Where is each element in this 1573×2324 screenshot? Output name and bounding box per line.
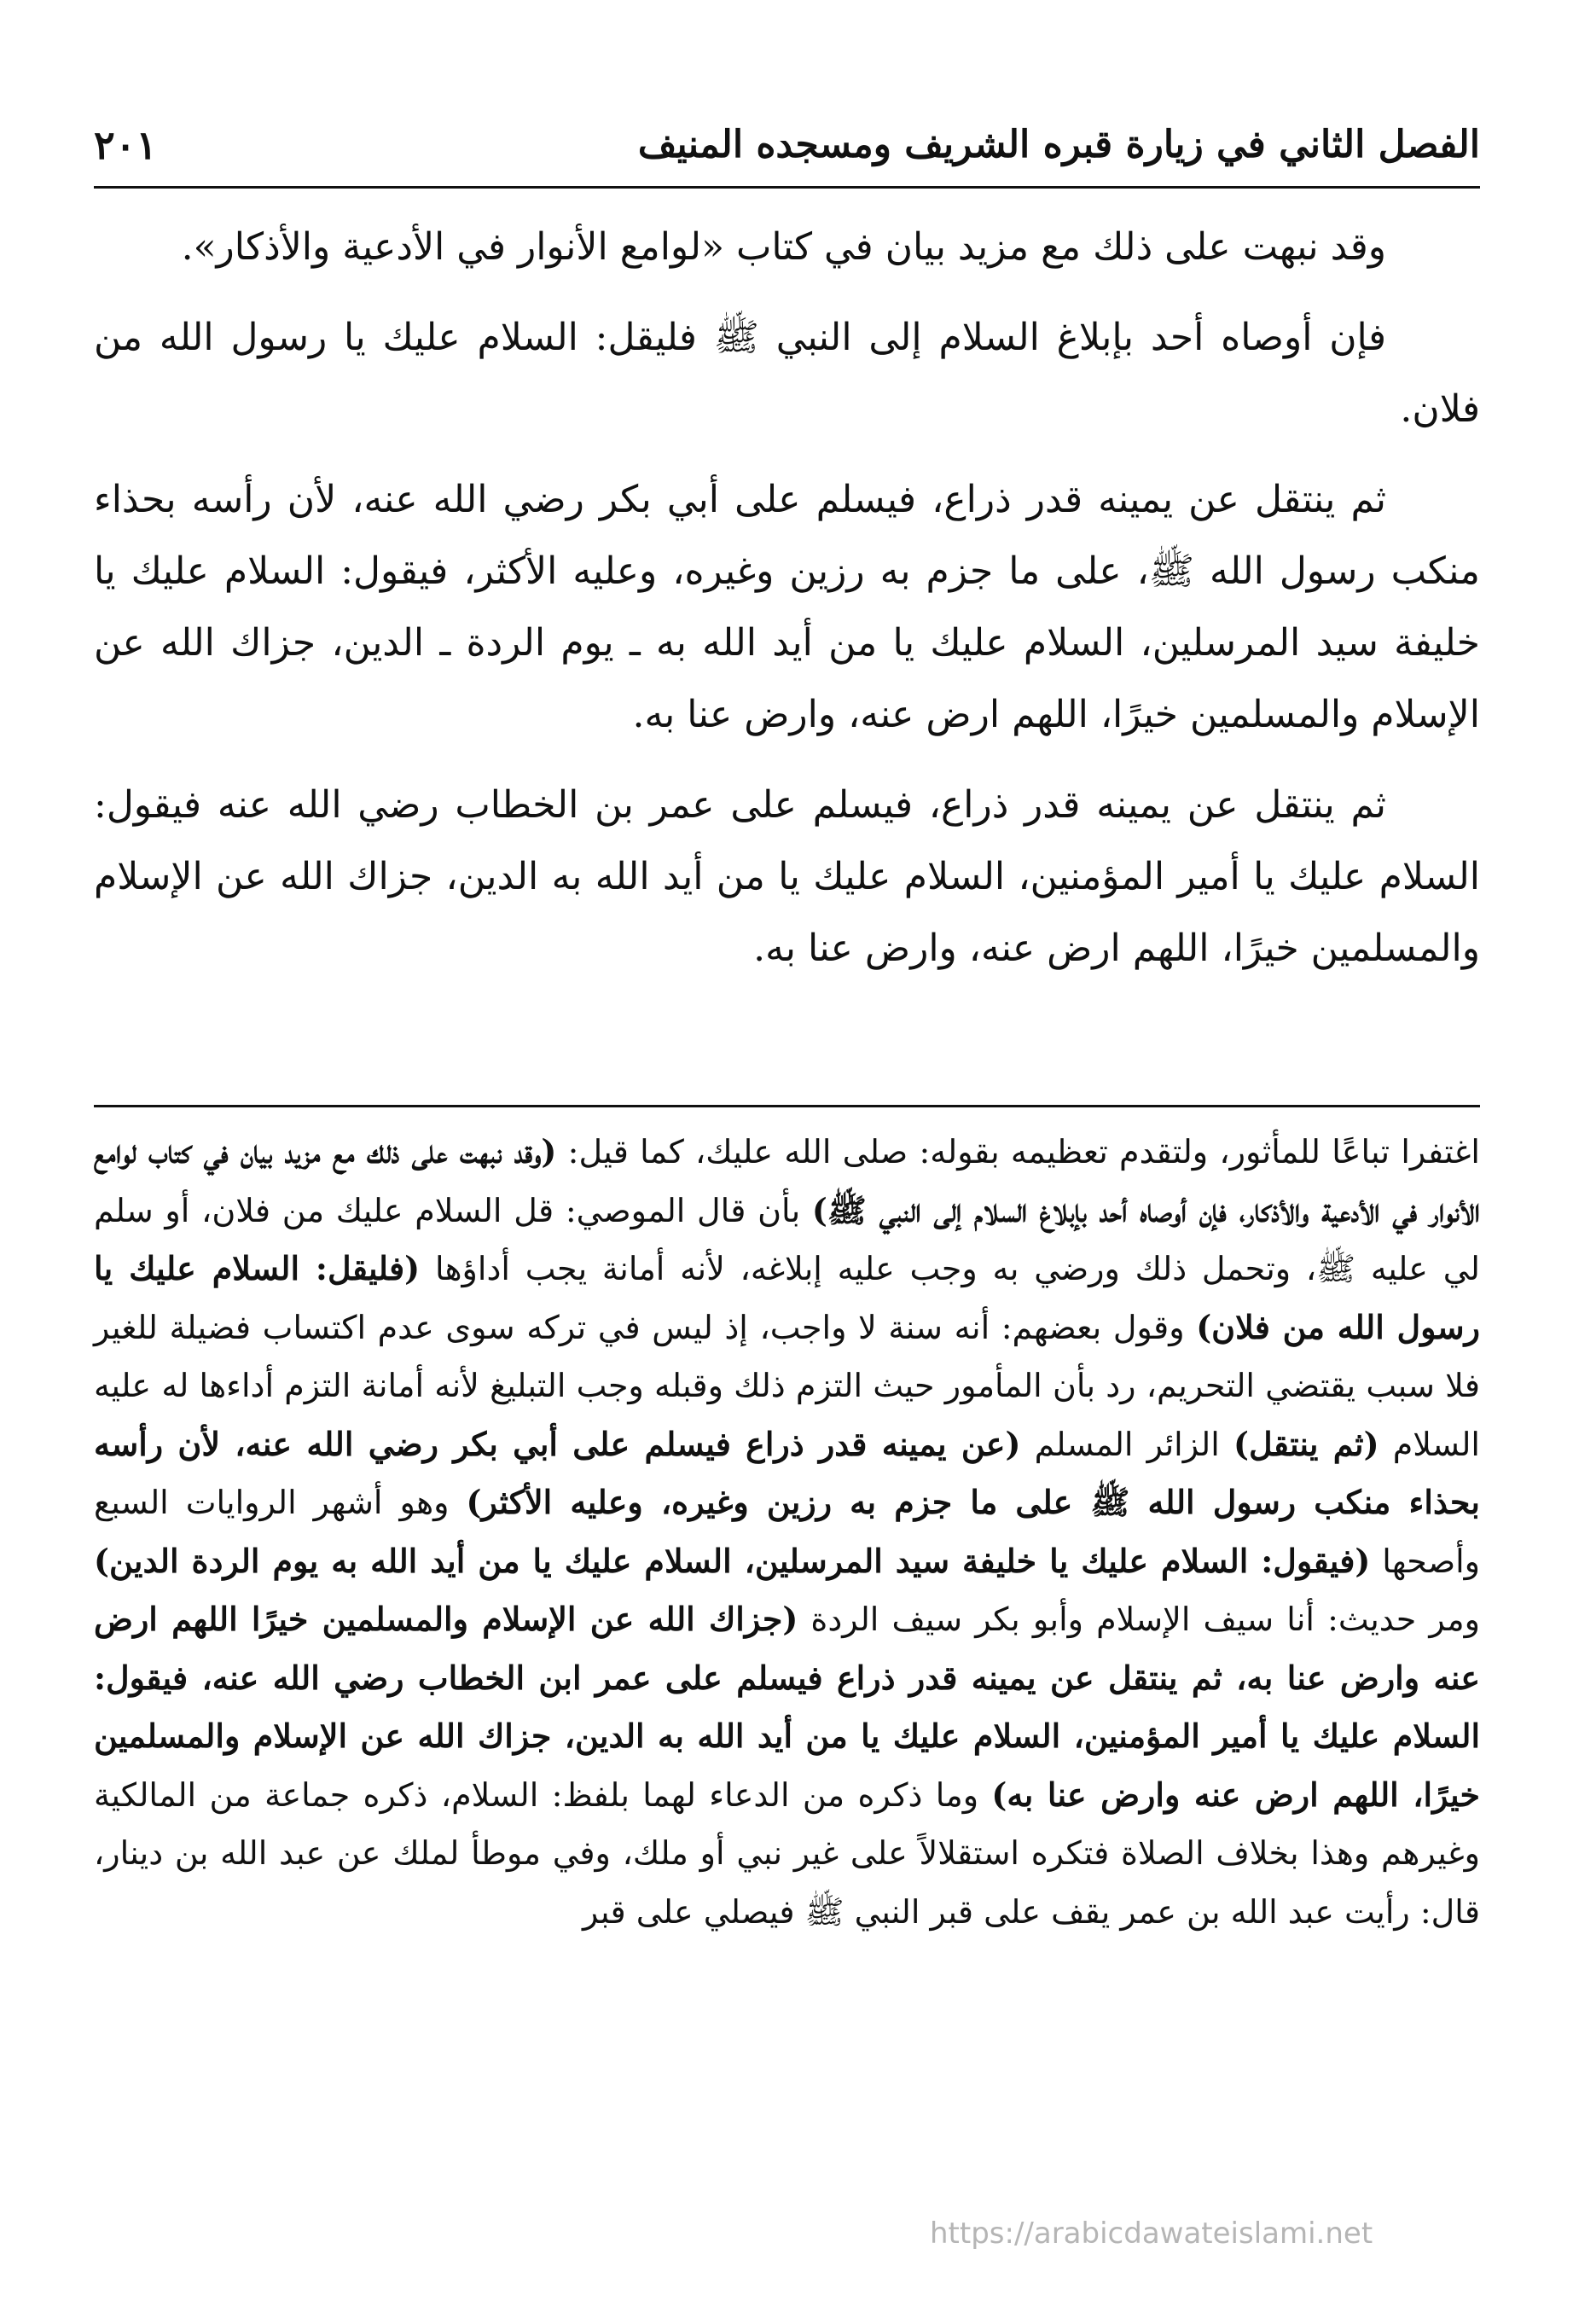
commentary-segment: الزائر المسلم (1020, 1425, 1233, 1463)
commentary-divider (94, 1105, 1480, 1107)
main-paragraph: وقد نبهت على ذلك مع مزيد بيان في كتاب «لوامع الأنوار في الأدعية والأذكار». (181, 225, 1386, 269)
commentary-quote: (عن يمينه قدر ذراع فيسلم على أبي بكر رضي الله عنه، لأن رأسه بحذاء منكب رسول الله ﷺ على ما جزم به رزين وغيره، وعليه الأكثر) (94, 1424, 1480, 1521)
watermark-url: https://arabicdawateislami.net (930, 2217, 1373, 2251)
chapter-title: الفصل الثاني في زيارة قبره الشريف ومسجده المنيف (637, 123, 1480, 166)
commentary-segment: وما ذكره من الدعاء لهما بلفظ: السلام، ذكره جماعة من المالكية وغيرهم وهذا بخلاف الصلاة فتكره استقلالاً على غير نبي أو ملك، وفي موطأ لملك عن عبد الله بن دينار، قال: رأيت عبد الله بن عمر يقف على قبر النبي ﷺ فيصلي على قبر (94, 1775, 1480, 1931)
commentary-quote: (ثم ينتقل) (1233, 1424, 1379, 1463)
commentary-segment: اغتفرا تباعًا للمأثور، ولتقدم تعظيمه بقوله: صلى الله عليك، كما قيل: (556, 1133, 1480, 1171)
main-text (94, 212, 1480, 1003)
header-divider (94, 186, 1480, 189)
main-paragraph: ثم ينتقل عن يمينه قدر ذراع، فيسلم على عمر بن الخطاب رضي الله عنه فيقول: السلام عليك يا أمير المؤمنين، السلام عليك يا من أيد الله به الدين، جزاك الله عن الإسلام والمسلمين خيرًا، اللهم ارض عنه، وارض عنا به. (94, 783, 1480, 970)
main-paragraph: فإن أوصاه أحد بإبلاغ السلام إلى النبي ﷺ فليقل: السلام عليك يا رسول الله من فلان. (94, 316, 1480, 431)
commentary-text (94, 1123, 1480, 1941)
commentary-segment: وقول بعضهم: أنه سنة لا واجب، إذ ليس في تركه سوى عدم اكتساب فضيلة للغير فلا سبب يقتضي التحريم، رد بأن المأمور حيث التزم ذلك وقبله وجب التبليغ لأنه أمانة التزم أداءها له عليه السلام (94, 1308, 1480, 1463)
commentary-segment: بأن قال الموصي: قل السلام عليك من فلان، أو سلم لي عليه ﷺ، وتحمل ذلك ورضي به وجب عليه إبلاغه، لأنه أمانة يجب أداؤها (94, 1191, 1480, 1287)
commentary-quote: (جزاك الله عن الإسلام والمسلمين خيرًا اللهم ارض عنه وارض عنا به، ثم ينتقل عن يمينه قدر ذراع فيسلم على عمر ابن الخطاب رضي الله عنه، فيقول: السلام عليك يا أمير المؤمنين، السلام عليك يا من أيد الله به الدين، جزاك الله عن الإسلام والمسلمين خيرًا، اللهم ارض عنه وارض عنا به) (94, 1600, 1480, 1814)
commentary-quote: (فيقول: السلام عليك يا خليفة سيد المرسلين، السلام عليك يا من أيد الله به يوم الردة الدين) (94, 1541, 1371, 1580)
page-header (94, 115, 1480, 175)
main-paragraph: ثم ينتقل عن يمينه قدر ذراع، فيسلم على أبي بكر رضي الله عنه، لأن رأسه بحذاء منكب رسول الله ﷺ، على ما جزم به رزين وغيره، وعليه الأكثر، فيقول: السلام عليك يا خليفة سيد المرسلين، السلام عليك يا من أيد الله به ـ يوم الردة ـ الدين، جزاك الله عن الإسلام والمسلمين خيرًا، اللهم ارض عنه، وارض عنا به. (94, 478, 1480, 736)
page-number: ٢٠١ (94, 122, 158, 168)
commentary-segment: ومر حديث: أنا سيف الإسلام وأبو بكر سيف الردة (798, 1601, 1480, 1638)
commentary-quote: (وقد نبهت على ذلك مع مزيد بيان في كتاب لوامع الأنوار في الأدعية والأذكار، فإن أوصاه أحد بإبلاغ السلام إلى النبي ﷺ) (94, 1132, 1480, 1229)
commentary-paragraph (94, 1123, 1480, 1941)
commentary-quote: (فليقل: السلام عليك يا رسول الله من فلان) (94, 1249, 1480, 1346)
commentary-segment: وهو أشهر الروايات السبع وأصحها (94, 1484, 1480, 1580)
